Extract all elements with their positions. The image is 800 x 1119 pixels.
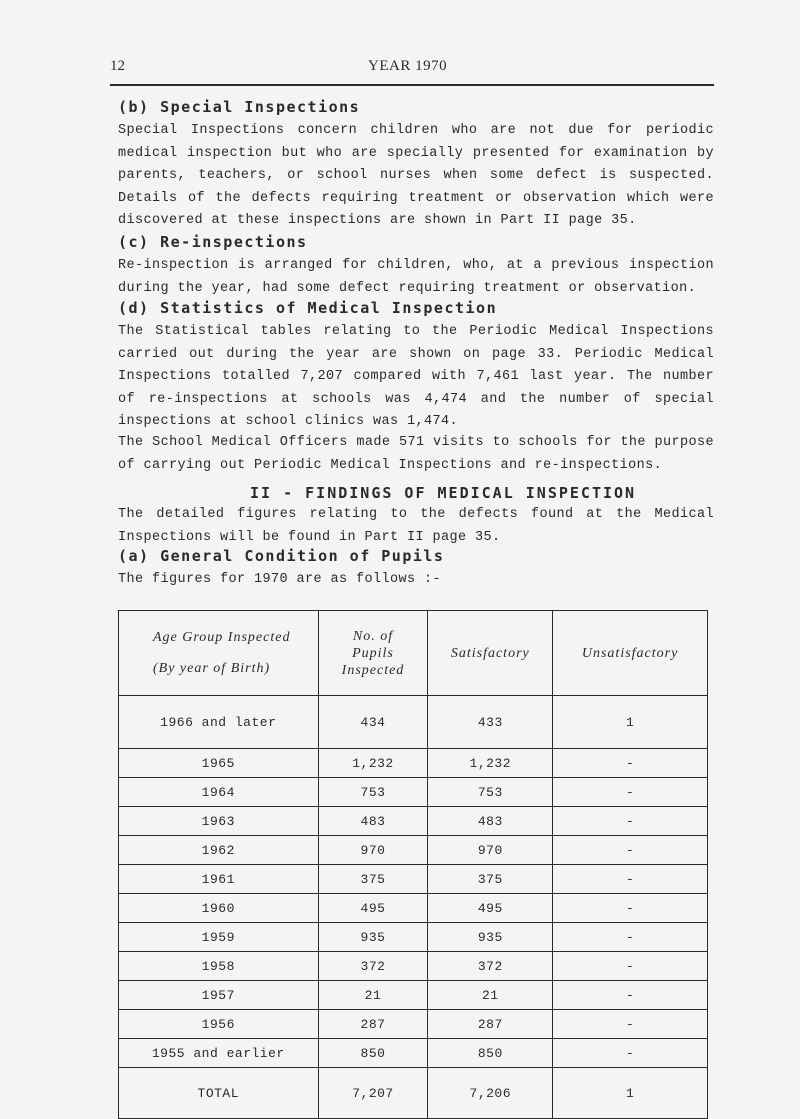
col-header-unsatisfactory: Unsatisfactory bbox=[553, 611, 708, 696]
col-header-age: Age Group Inspected (By year of Birth) bbox=[119, 611, 319, 696]
table-row: 1959 935 935 - bbox=[119, 923, 708, 952]
table-row: 1956 287 287 - bbox=[119, 1010, 708, 1039]
visits-text: The School Medical Officers made 571 visits to schools for the purpose of carrying out Periodic Medical Inspections and re-inspections. bbox=[118, 435, 714, 473]
special-inspections-text: Special Inspections concern children who are not due for periodic medical inspection but who are specially presented for examination by parents, teachers, or school nurses when some defect is suspected. Details of the defects requiring treatment or observation which were discovered at these inspections are shown in Part II page 35. bbox=[118, 123, 714, 228]
general-condition-intro: The figures for 1970 are as follows :- bbox=[118, 572, 442, 587]
findings-text: The detailed figures relating to the defects found at the Medical Inspections will be found in Part II page 35. bbox=[118, 507, 714, 545]
table-row: 1957 21 21 - bbox=[119, 981, 708, 1010]
page-header bbox=[110, 58, 710, 88]
reinspections-heading: (c) Re-inspections bbox=[118, 233, 308, 251]
table-row: 1960 495 495 - bbox=[119, 894, 708, 923]
col-header-satisfactory: Satisfactory bbox=[428, 611, 553, 696]
special-inspections-heading: (b) Special Inspections bbox=[118, 98, 361, 116]
table-row: 1958 372 372 - bbox=[119, 952, 708, 981]
table-row: 1963 483 483 - bbox=[119, 807, 708, 836]
page-number: 12 bbox=[110, 58, 125, 74]
table-row: 1966 and later 434 433 1 bbox=[119, 696, 708, 749]
pupil-condition-table bbox=[118, 610, 708, 1119]
statistics-heading: (d) Statistics of Medical Inspection bbox=[118, 299, 498, 317]
findings-heading: II - FINDINGS OF MEDICAL INSPECTION bbox=[250, 484, 637, 502]
table-row: 1965 1,232 1,232 - bbox=[119, 749, 708, 778]
reinspections-text: Re-inspection is arranged for children, who, at a previous inspection during the year, had some defect requiring treatment or observation. bbox=[118, 258, 714, 296]
table-total-row: TOTAL 7,207 7,206 1 bbox=[119, 1068, 708, 1119]
statistics-text: The Statistical tables relating to the Periodic Medical Inspections carried out during the year are shown on page 33. Periodic Medical Inspections totalled 7,207 compared with 7,461 last year. The number of re-inspections at schools was 4,474 and the number of special inspections at school clinics was 1,474. bbox=[118, 324, 714, 429]
general-condition-heading: (a) General Condition of Pupils bbox=[118, 547, 445, 565]
table-header-row bbox=[119, 611, 708, 696]
header-rule bbox=[110, 84, 714, 86]
table-row: 1964 753 753 - bbox=[119, 778, 708, 807]
year-label: YEAR 1970 bbox=[368, 58, 448, 74]
table-row: 1961 375 375 - bbox=[119, 865, 708, 894]
col-header-pupils: No. of Pupils Inspected bbox=[318, 611, 428, 696]
table-row: 1955 and earlier 850 850 - bbox=[119, 1039, 708, 1068]
table-row: 1962 970 970 - bbox=[119, 836, 708, 865]
